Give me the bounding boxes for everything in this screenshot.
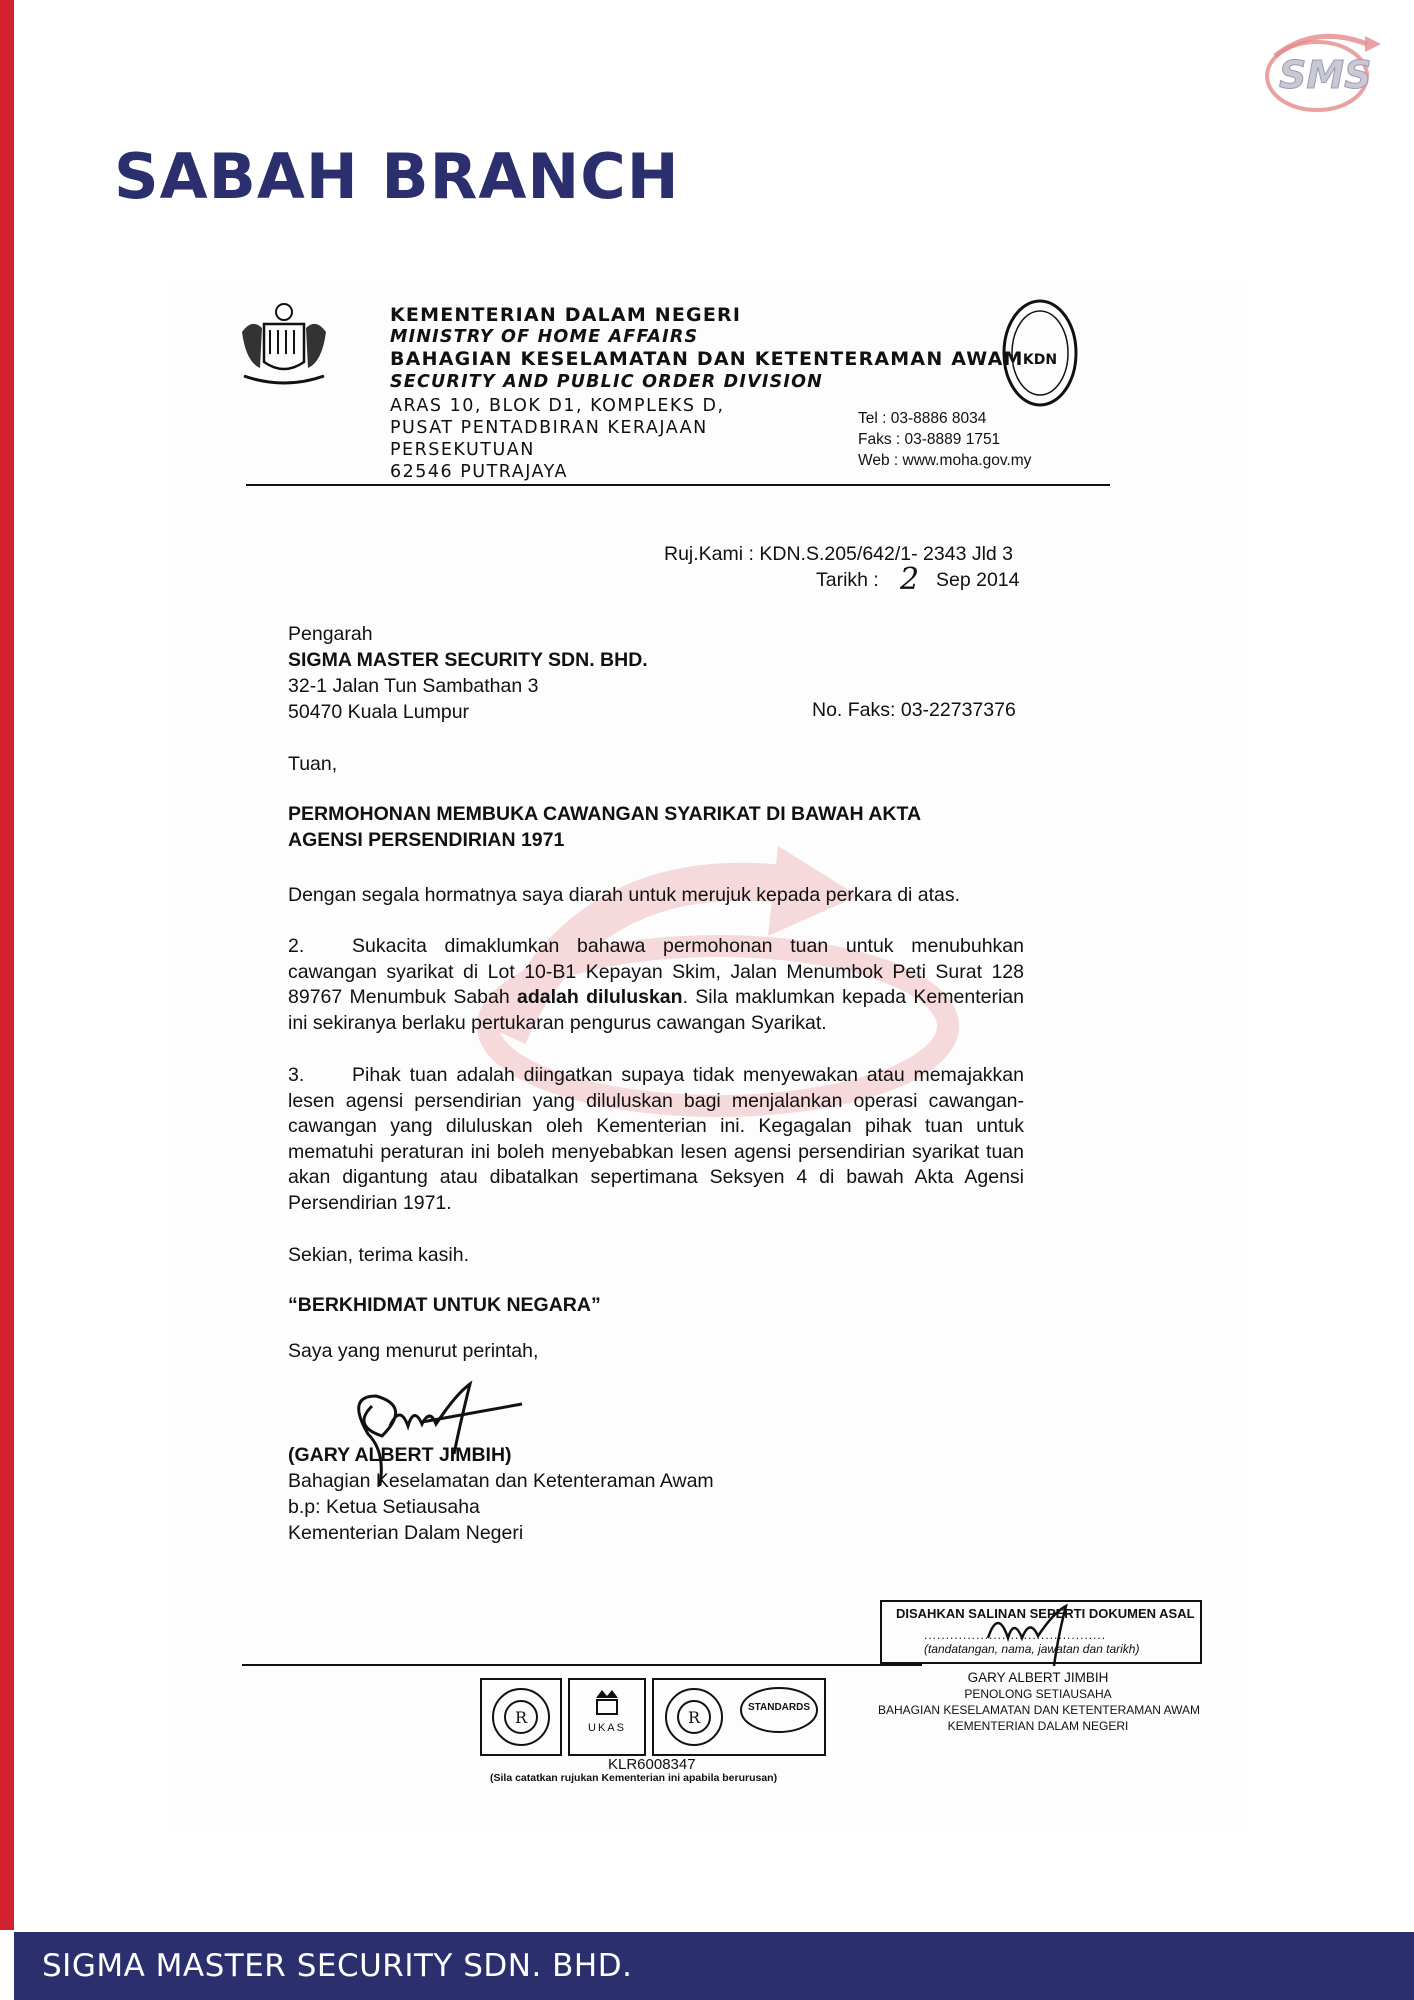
signatory-name: (GARY ALBERT JIMBIH) — [288, 1444, 512, 1466]
address-line: PUSAT PENTADBIRAN KERAJAAN — [390, 418, 708, 438]
motto: “BERKHIDMAT UNTUK NEGARA” — [288, 1294, 601, 1316]
certifier-ministry: KEMENTERIAN DALAM NEGERI — [947, 1719, 1129, 1733]
signatory-title: Kementerian Dalam Negeri — [288, 1522, 524, 1544]
reference-note: (Sila catatkan rujukan Kementerian ini apabila berurusan) — [490, 1772, 778, 1784]
paragraph-2 — [288, 934, 1024, 1036]
paragraph-number: 3. — [288, 1064, 305, 1086]
date-month-year: Sep 2014 — [936, 569, 1020, 591]
subject-line — [288, 803, 1024, 826]
signatory-title: Bahagian Keselamatan dan Ketenteraman Awam — [288, 1470, 714, 1492]
salutation: Tuan, — [288, 753, 338, 775]
svg-text:R: R — [514, 1708, 528, 1727]
handwritten-signature — [342, 1366, 542, 1486]
certifier-division: BAHAGIAN KESELAMATAN DAN KETENTERAMAN AWAM — [878, 1703, 1201, 1717]
certifier-name: GARY ALBERT JIMBIH — [967, 1670, 1109, 1685]
quality-cert-logo — [480, 1678, 562, 1756]
paragraph-text: . Sila maklumkan kepada Kementerian ini sekiranya berlaku pertukaran pengurus cawangan Syarikat. — [288, 986, 1024, 1034]
subject-line: AGENSI PERSENDIRIAN 1971 — [288, 829, 565, 851]
kdn-seal-text: KDN — [1022, 352, 1058, 368]
recipient-company: SIGMA MASTER SECURITY SDN. BHD. — [288, 649, 648, 671]
paragraph-text: Sukacita dimaklumkan bahawa permohonan tuan untuk menubuhkan cawangan syarikat di Lot 10-B1 Kepayan Skim, Jalan Menumbok Peti Surat 128 89767 Menumbuk Sabah — [288, 935, 1024, 1008]
paragraph-3 — [288, 1063, 1024, 1216]
fax-number: Faks : 03-8889 1751 — [858, 431, 1001, 448]
closing: Sekian, terima kasih. — [288, 1244, 469, 1266]
paragraph-text: Pihak tuan adalah diingatkan supaya tidak menyewakan atau memajakkan lesen agensi persendirian yang diluluskan bagi menjalankan operasi cawangan-cawangan yang diluluskan oleh Kementerian ini. Kegagalan pihak tuan untuk mematuhi peraturan ini boleh menyebabkan lesen agensi persendirian syarikat tuan akan digantung atau dibatalkan sepertimana Seksyen 4 di bawah Akta Agensi Persendirian 1971. — [288, 1064, 1024, 1214]
ministry-name-english: MINISTRY OF HOME AFFAIRS — [390, 327, 699, 347]
cert-number: KLR6008347 — [608, 1756, 696, 1773]
ukas-text: UKAS — [588, 1722, 626, 1734]
address-line: ARAS 10, BLOK D1, KOMPLEKS D, — [390, 396, 725, 416]
sms-logo — [1255, 26, 1395, 116]
date-label: Tarikh : — [816, 569, 879, 591]
standards-text: STANDARDS — [747, 1702, 811, 1713]
address-line: PERSEKUTUAN — [390, 440, 535, 460]
scanned-letter — [168, 286, 1248, 1826]
recipient-line: 32-1 Jalan Tun Sambathan 3 — [288, 675, 539, 697]
header-divider — [246, 484, 1110, 486]
approval-text: adalah diluluskan — [517, 986, 683, 1008]
svg-text:R: R — [687, 1708, 701, 1727]
subject-text: PERMOHONAN MEMBUKA CAWANGAN SYARIKAT DI BAWAH AKTA — [288, 803, 922, 825]
sms-logo-text: SMS — [1279, 53, 1372, 97]
tel-number: Tel : 03-8886 8034 — [858, 410, 987, 427]
left-accent-bar — [0, 0, 14, 1930]
recipient-line: Pengarah — [288, 623, 373, 645]
stamp-note: (tandatangan, nama, jawatan dan tarikh) — [924, 1642, 1140, 1656]
division-name-english: SECURITY AND PUBLIC ORDER DIVISION — [390, 372, 824, 392]
date-handwritten-day: 2 — [900, 562, 920, 597]
website: Web : www.moha.gov.my — [858, 452, 1032, 469]
division-name-malay: BAHAGIAN KESELAMATAN DAN KETENTERAMAN AWAM — [390, 348, 1024, 370]
reference-number: Ruj.Kami : KDN.S.205/642/1- 2343 Jld 3 — [664, 543, 1014, 565]
footer-divider — [242, 1664, 922, 1666]
ukas-logo — [568, 1678, 646, 1756]
recipient-line: 50470 Kuala Lumpur — [288, 701, 470, 723]
ministry-name-malay: KEMENTERIAN DALAM NEGERI — [390, 304, 742, 326]
coat-of-arms-icon — [234, 302, 334, 390]
stamp-dots: .......................................... — [924, 1628, 1107, 1642]
stamp-title: DISAHKAN SALINAN SEPERTI DOKUMEN ASAL — [896, 1606, 1195, 1621]
footer-bar — [14, 1932, 1414, 2000]
certifier-title: PENOLONG SETIAUSAHA — [964, 1687, 1112, 1701]
address-line: 62546 PUTRAJAYA — [390, 462, 568, 482]
page-title: SABAH BRANCH — [114, 140, 680, 213]
paragraph-number: 2. — [288, 935, 305, 957]
stamp-signature — [978, 1598, 1088, 1678]
recipient-fax: No. Faks: 03-22737376 — [812, 699, 1016, 721]
standards-cert-logos — [652, 1678, 826, 1756]
kdn-seal-icon — [1000, 298, 1080, 408]
paragraph-1: Dengan segala hormatnya saya diarah untuk merujuk kepada perkara di atas. — [288, 884, 961, 906]
signatory-title: b.p: Ketua Setiausaha — [288, 1496, 480, 1518]
footer-company-name: SIGMA MASTER SECURITY SDN. BHD. — [42, 1948, 633, 1984]
by-order-line: Saya yang menurut perintah, — [288, 1340, 539, 1362]
